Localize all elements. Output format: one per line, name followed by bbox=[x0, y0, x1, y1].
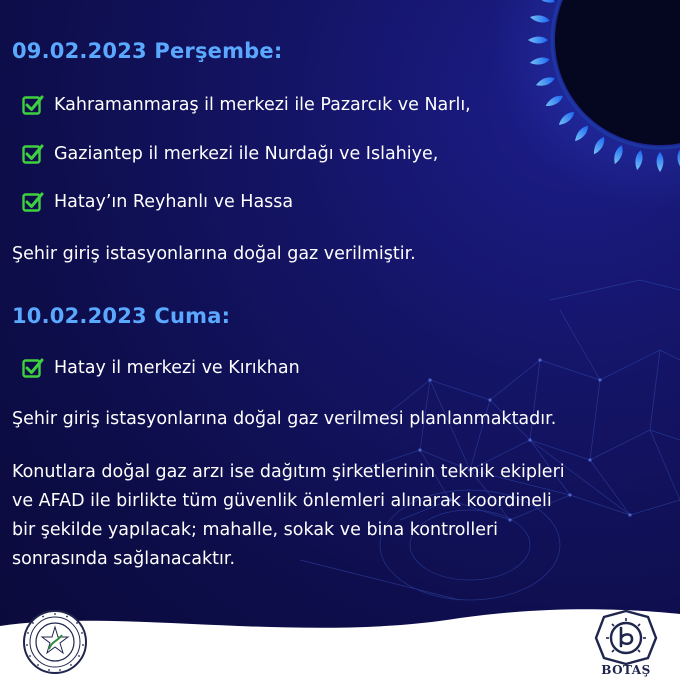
checkbox-checked-icon bbox=[22, 357, 44, 379]
footer-bar bbox=[0, 604, 680, 680]
section1-date-heading: 09.02.2023 Perşembe: bbox=[12, 39, 283, 63]
section2-list-item-1 bbox=[22, 357, 300, 379]
list-item-text: Hatay’ın Reyhanlı ve Hassa bbox=[54, 192, 294, 212]
closing-paragraph-line-2: ve AFAD ile birlikte tüm güvenlik önlemleri alınarak koordineli bbox=[12, 491, 552, 511]
section1-list-item-1 bbox=[22, 94, 471, 116]
checkbox-checked-icon bbox=[22, 191, 44, 213]
section1-list-item-2 bbox=[22, 143, 438, 165]
closing-paragraph-line-4: sonrasında sağlanacaktır. bbox=[12, 549, 236, 569]
list-item-text: Gaziantep il merkezi ile Nurdağı ve Islahiye, bbox=[54, 144, 439, 164]
closing-paragraph-line-1: Konutlara doğal gaz arzı ise dağıtım şirketlerinin teknik ekipleri bbox=[12, 462, 565, 482]
list-item-text: Hatay il merkezi ve Kırıkhan bbox=[54, 358, 300, 378]
closing-paragraph-line-3: bir şekilde yapılacak; mahalle, sokak ve bina kontrolleri bbox=[12, 520, 499, 540]
checkbox-checked-icon bbox=[22, 94, 44, 116]
botas-wordmark: BOTAŞ bbox=[601, 663, 651, 677]
section1-note: Şehir giriş istasyonlarına doğal gaz verilmiştir. bbox=[12, 244, 416, 264]
section2-date-heading: 10.02.2023 Cuma: bbox=[12, 304, 231, 328]
section2-note: Şehir giriş istasyonlarına doğal gaz verilmesi planlanmaktadır. bbox=[12, 409, 557, 429]
section1-list-item-3 bbox=[22, 191, 293, 213]
footer-wave-background bbox=[0, 604, 680, 680]
ministry-seal-icon bbox=[22, 609, 88, 675]
checkbox-checked-icon bbox=[22, 143, 44, 165]
list-item-text: Kahramanmaraş il merkezi ile Pazarcık ve Narlı, bbox=[54, 95, 471, 115]
